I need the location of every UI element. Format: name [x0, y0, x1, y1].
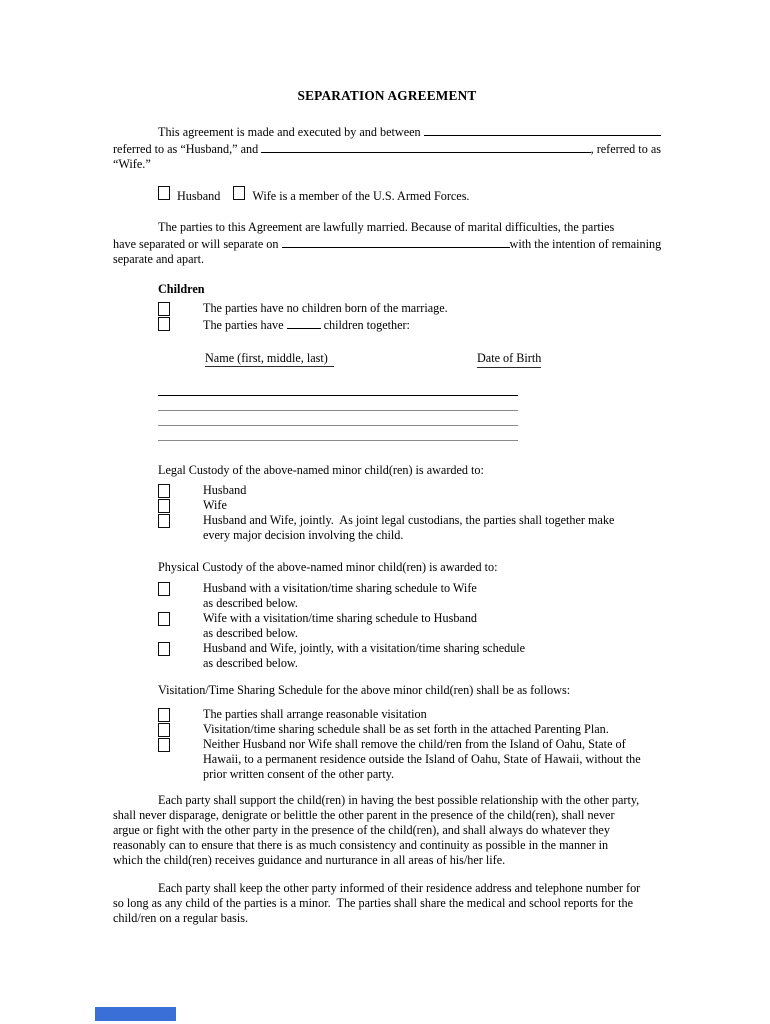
legal-custody-joint-checkbox[interactable]: [158, 514, 170, 528]
child-entry-line[interactable]: [158, 410, 518, 411]
intro-text: “Wife.”: [113, 157, 151, 171]
text-line: as described below.: [203, 626, 298, 640]
checkbox-option-row: [158, 483, 661, 498]
intro-text: This agreement is made and executed by and between: [158, 125, 424, 139]
physical-custody-heading: Physical Custody of the above-named minor child(ren) is awarded to:: [158, 560, 498, 574]
text-line: as described below.: [203, 596, 298, 610]
text-line: reasonably can to ensure that there is as much consistency and continuity as possible in the manner in: [113, 838, 609, 852]
intro-line-2: [113, 140, 661, 157]
text-line: shall never disparage, denigrate or belittle the other parent in the presence of the child(ren), shall never: [113, 808, 615, 822]
text-line: Each party shall keep the other party informed of their residence address and telephone number for: [158, 881, 641, 895]
checkbox-option-row: [158, 581, 661, 611]
option-label: [203, 581, 661, 611]
checkbox-option-row: [158, 513, 661, 543]
children-count-label: The parties have: [203, 318, 287, 332]
separation-line-2: [113, 235, 661, 252]
visitation-parenting-plan-checkbox[interactable]: [158, 723, 170, 737]
text-line: prior written consent of the other party.: [203, 767, 395, 781]
children-none-checkbox[interactable]: [158, 302, 170, 316]
text-line: Each party shall support the child(ren) in having the best possible relationship with the other party,: [158, 793, 640, 807]
text-line: argue or fight with the other party in the presence of the child(ren), and shall always do whatever they: [113, 823, 610, 837]
text-line: as described below.: [203, 656, 298, 670]
text-line: Wife: [203, 498, 227, 512]
physical-custody-husband-checkbox[interactable]: [158, 582, 170, 596]
text-line: The parties shall arrange reasonable visitation: [203, 707, 427, 721]
visitation-no-removal-checkbox[interactable]: [158, 738, 170, 752]
visitation-options: [113, 707, 661, 782]
text-line: Wife with a visitation/time sharing schedule to Husband: [203, 611, 478, 625]
child-entry-line[interactable]: [158, 440, 518, 441]
option-label: [203, 611, 661, 641]
af-husband-label: Husband: [177, 189, 221, 203]
checkbox-option-row: [158, 611, 661, 641]
option-label: [203, 641, 661, 671]
children-count-blank[interactable]: [287, 316, 321, 329]
child-entry-line[interactable]: [158, 395, 518, 396]
children-count-label: children together:: [320, 318, 410, 332]
text-line: every major decision involving the child.: [203, 528, 404, 542]
option-label: [203, 483, 661, 498]
legal-custody-heading: Legal Custody of the above-named minor child(ren) is awarded to:: [158, 463, 484, 477]
option-label: [203, 301, 661, 316]
option-label: [203, 498, 661, 513]
separation-text: have separated or will separate on: [113, 237, 282, 251]
af-wife-label: Wife is a member of the U.S. Armed Forces.: [252, 189, 470, 203]
checkbox-option-row: [158, 641, 661, 671]
dob-column-header: Date of Birth: [477, 351, 541, 368]
wife-name-blank[interactable]: [261, 140, 590, 153]
intro-paragraph: [113, 123, 661, 172]
contact-paragraph: [113, 881, 661, 926]
armed-forces-row: [113, 186, 661, 204]
option-label: [203, 513, 661, 543]
physical-custody-joint-checkbox[interactable]: [158, 642, 170, 656]
option-label: [203, 707, 661, 722]
checkbox-option-row: [158, 707, 661, 722]
legal-custody-wife-checkbox[interactable]: [158, 499, 170, 513]
document-content: [113, 88, 661, 926]
legal-custody-husband-checkbox[interactable]: [158, 484, 170, 498]
visitation-heading: Visitation/Time Sharing Schedule for the above minor child(ren) shall be as follows:: [158, 683, 571, 697]
separation-text: with the intention of remaining: [509, 237, 662, 251]
option-label: [203, 737, 661, 782]
separation-paragraph: [113, 220, 661, 267]
text-line: Neither Husband nor Wife shall remove the child/ren from the Island of Oahu, State of: [203, 737, 626, 751]
text-line: Visitation/time sharing schedule shall be as set forth in the attached Parenting Plan.: [203, 722, 609, 736]
af-husband-checkbox[interactable]: [158, 186, 170, 200]
af-wife-checkbox[interactable]: [233, 186, 245, 200]
text-line: Husband and Wife, jointly. As joint legal custodians, the parties shall together make: [203, 513, 615, 527]
text-line: child/ren on a regular basis.: [113, 911, 249, 925]
text-line: Husband: [203, 483, 247, 497]
text-line: Husband and Wife, jointly, with a visitation/time sharing schedule: [203, 641, 526, 655]
intro-text: , referred to as: [590, 142, 661, 156]
children-entry-lines: [158, 395, 518, 441]
text-line: Hawaii, to a permanent residence outside the Island of Oahu, State of Hawaii, without the: [203, 752, 641, 766]
separation-text: separate and apart.: [113, 252, 205, 266]
name-column-header: Name (first, middle, last): [205, 351, 334, 367]
blue-accent-bar: [95, 1007, 176, 1021]
intro-text: referred to as “Husband,” and: [113, 142, 262, 156]
children-section-heading: Children: [158, 282, 205, 296]
checkbox-option-row: [158, 316, 661, 333]
option-label: [203, 722, 661, 737]
checkbox-option-row: [158, 737, 661, 782]
checkbox-option-row: [158, 301, 661, 316]
checkbox-option-row: [158, 722, 661, 737]
children-table-header: [205, 351, 661, 368]
support-paragraph: [113, 793, 661, 868]
text-line: so long as any child of the parties is a minor. The parties shall share the medical and school reports for the: [113, 896, 633, 910]
child-entry-line[interactable]: [158, 425, 518, 426]
physical-custody-wife-checkbox[interactable]: [158, 612, 170, 626]
visitation-reasonable-checkbox[interactable]: [158, 708, 170, 722]
children-none-label: The parties have no children born of the marriage.: [203, 301, 448, 315]
children-count-checkbox[interactable]: [158, 317, 170, 331]
husband-name-blank[interactable]: [424, 123, 661, 136]
separation-date-blank[interactable]: [282, 235, 510, 248]
physical-custody-options: [113, 581, 661, 671]
intro-line-1: [113, 123, 661, 140]
legal-custody-options: [113, 483, 661, 543]
text-line: Husband with a visitation/time sharing schedule to Wife: [203, 581, 477, 595]
document-title: SEPARATION AGREEMENT: [297, 88, 477, 103]
option-label: [203, 316, 661, 333]
text-line: which the child(ren) receives guidance and nurturance in all areas of his/her life.: [113, 853, 506, 867]
checkbox-option-row: [158, 498, 661, 513]
children-options: [113, 301, 661, 333]
separation-text: The parties to this Agreement are lawfully married. Because of marital difficulties, the parties: [158, 220, 615, 234]
